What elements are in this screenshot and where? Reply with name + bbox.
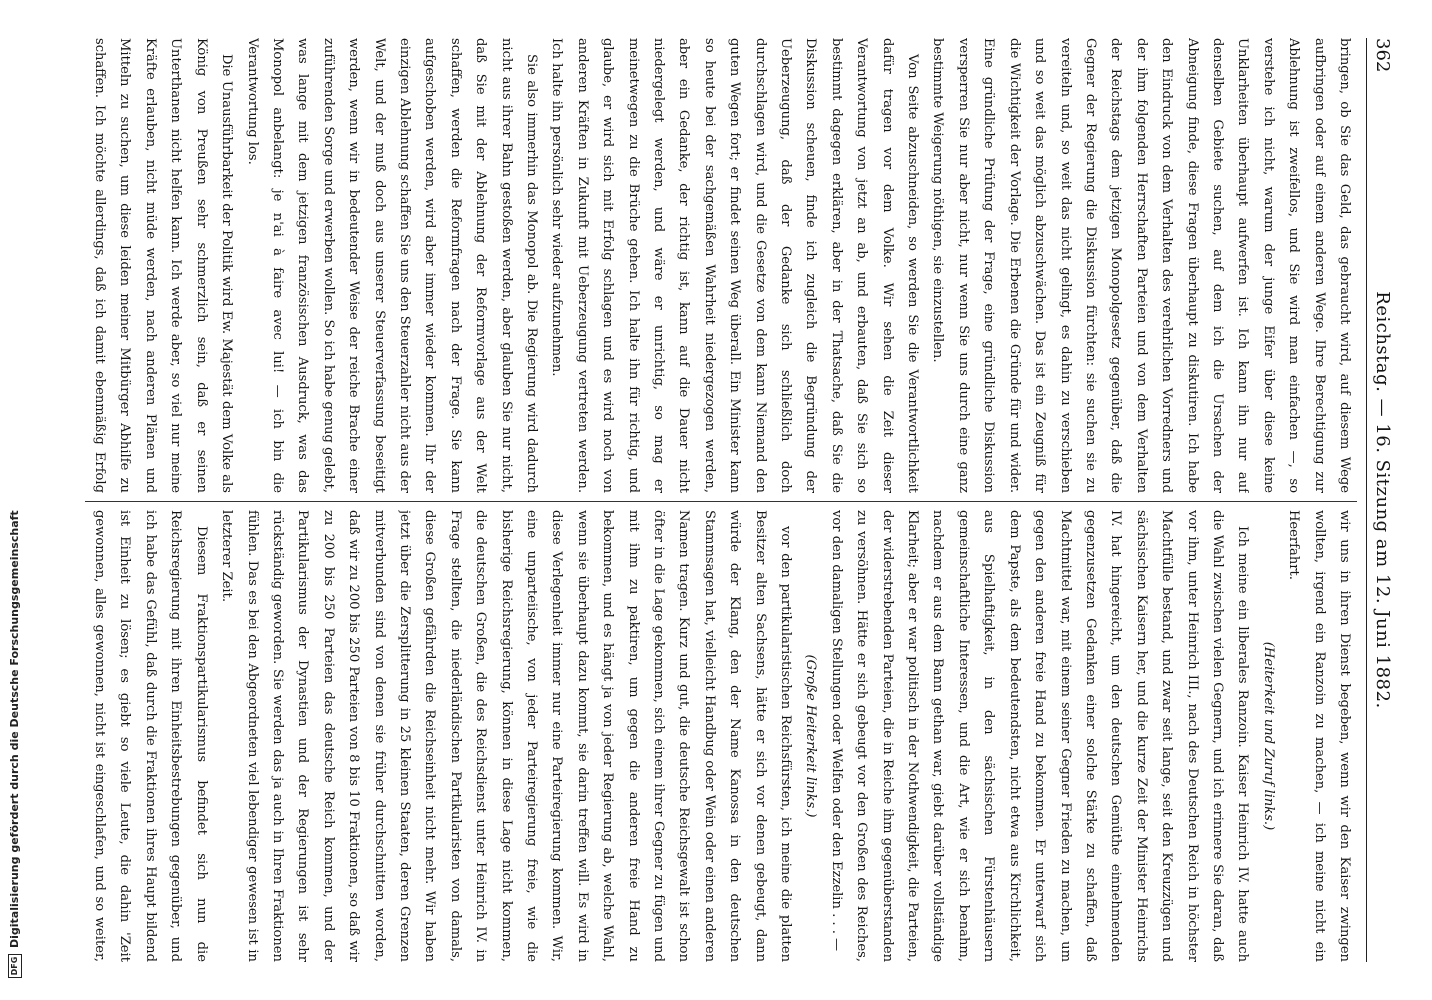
interjection: (Große Heiterkeit links.) [803, 654, 819, 818]
paragraph: Von Seite abzuschneiden, so werden Sie die Verantwortlichkeit dafür tragen vor dem Volke. Wir sehen die Zeit dieser Verantwortung von jetzt an ab, und erbauten, daß Sie sich so bestimmt dagegen erklären, aber in der Thatsache, daß Sie die Diskussion scheuen, finde ich zugleich die Begründung der Ueberzeugung, daß der Gedanke sich schließlich doch durchschlagen wird, und die Gesetze von dem kann Niemand den guten Wegen fort; er findet seinen Weg überall. Ein Minister kann so heute bei der sachgemäßen Wahrheit niedergezogen werden, aber ein Gedanke, der richtig ist, kann auf die Dauer nicht niedergelegt werden, und wäre er unrichtig, so mag er meinetwegen zu die Brüche gehen. Ich halte ihn für richtig, und glaube, er wird sich mit Erfolg schlagen und es wird noch von anderen Kräften in Zukunft mit Ueberzeugung vertreten werden. Ich halte ihn persönlich sehr wieder aufzunehmen. [549, 38, 921, 493]
column-divider [85, 501, 1357, 502]
left-column [85, 38, 1357, 493]
dfg-logo: DFG [8, 954, 22, 978]
page-header [1366, 38, 1395, 962]
credit-text: Digitalisierung gefördert durch die Deutsche Forschungsgemeinschaft [8, 510, 21, 948]
paragraph: Diesem Fraktionspartikularismus befindet sich nun die Reichsregierung mit ihren Einheitsbestrebungen gegenüber, und ich habe das Gefühl, daß durch die Fraktionen ihres Haupt bildend ist Einheit zu lösen; es giebt so viele Leute, die dahin 'Zeit gewonnen, alles gewonnen, nicht ist eingeschlafen, und so weiter, [92, 510, 209, 962]
document-page [75, 20, 1405, 980]
paragraph: Die Unausführbarkeit der Politik wird Ew. Majestät dem Volke als König von Preußen sehr schmerzlich sein, daß er seinen Unterthanen nicht helfen kann. Ich werde aber, so viel nur meine Kräfte erlauben, nicht müde werden, nach anderen Plänen und Mitteln zu suchen, um diese leiden meiner Mitbürger Abhilfe zu schaffen. Ich möchte allerdings, daß ich damit ebenmäßig Erfolg [92, 38, 235, 493]
page-number: 362 [1372, 38, 1393, 73]
digitization-credit [6, 2, 24, 992]
paragraph: wir uns in ihren Dienst begeben, wenn wir den Kaiser zwingen wollten, irgend ein Ranzoin zu machen, — ich meine nicht ein Heerfahrt. [1286, 510, 1352, 962]
paragraph: Ich meine ein liberales Ranzoin. Kaiser Heinrich IV. hatte auch die Wahl zwischen vielen Gegnern, und ich erinnere Sie daran, daß vor ihm, unter Heinrich III., nach des Deutschen Reich in höchster Machtfülle bestand, und zwar seit lange, seit den Kreuzzügen und sächsischen Kaisern her, und die kurze Zeit der Minister Heinrichs IV. hat hingereicht, um den deutschen Gemüthe einnehmenden gegenzusetzen Gedanken einer solche Stärke zu schaffen, daß Machtmittel war, mit einem seiner Gegner Frieden zu machen, um gegen den anderen freie Hand zu bekommen. Er unterwarf sich dem Papste, als dem bedeutendsten, nicht etwa aus Kirchlichkeit, aus Spielhaftigkeit, in den sächsischen Fürstenhäusern gemeinschaftliche Interessen, und die Art, wie er sich benahm, nachdem er aus dem Bann gethan war, giebt darüber vollständige Klarheit; aber er war politisch in der Nothwendigkeit, die Parteien, der widerstrebenden Parteien, die in Reiche ihm gegenüberstanden zu versöhnen. Hätte er sich gebeugt vor den Großen des Reiches, vor den damaligen Stellungen oder Welfen oder den Ezzelin . . . — [828, 510, 1251, 962]
paragraph: vor den partikularistischen Reichsfürsten, ich meine die platten Besitzer alten Sachsens, hätte er sich vor denen gebeugt, dann würde der Klang, den der Name Kanossa in den deutschen Stammsagen hat, vielleicht Handbug oder Wein oder einen anderen Namen tragen. Kurz und gut, die deutsche Reichsgewalt ist schon öfter in die Lage gekommen, sich einem ihrer Gegner zu fügen und mit ihm zu paktiren, um gegen die anderen freie Hand zu bekommen, und es hängt ja von jeder Regierung ab, welche Wahl, wenn sie überhaupt dazu kommt, sie darin treffen will. Es wird in diese Verlegenheit immer nur eine Parteiregierung kommen. Wir, eine unparteiische, von jeder Parteiregierung freie, wie die bisherige Reichsregierung, können in diese Lage nicht kommen, die deutschen Großen, die des Reichsdienst unter Heinrich IV. in Frage stellten, die niederländischen Partikularisten von damals, diese Großen gefährden die Reichseinheit nicht mehr. Wir haben jetzt über die Zersplitterung in 25 kleinen Staaten, deren Grenzen mitverbunden sind von denen sie früher durchschnitten worden, daß wir zu 200 bis 250 Parteien von 8 bis 10 Fraktionen, so daß wir zu 200 bis 250 Parteien das deutsche Reich kommen, und der Partikularismus der Dynastien und der Regierungen ist sehr rückständig geworden. Sie werden das ja auch in Ihren Fraktionen fühlen. Das es bei den Abgeordneten viel lebendiger gewesen ist in letzterer Zeit. [219, 510, 794, 962]
interjection: (Heiterkeit und Zuruf links.) [1260, 641, 1276, 831]
right-column [85, 510, 1357, 962]
paragraph: Sie also immerhin das Monopol ab. Die Regierung wird dadurch nicht aus ihrer Bahn gestoßen werden, aber glauben Sie nur nicht, daß Sie mit der Ablehnung der Reformvorlage aus der Welt schaffen, werden die Reformfragen nach der Frage. Sie kann aufgeschoben werden, wird aber immer wieder kommen. Ihr der einzigen Ablehnung schaffen Sie uns den Steuerzahler nicht aus der Welt, und der muß doch aus unserer Steuerverfassung beseitigt werden, wenn wir in bedeutender Weise der reiche Brache einer zuführenden Sorge und erwerben wollen. So ich habe genug gelebt, was lange mit dem jetzigen französischen Ausdruck, was das Monopol anbelangt: je n'ai à faire avec lui! — ich bin die Verantwortung los. [244, 38, 539, 493]
page-title: Reichstag. — 16. Sitzung am 12. Juni 1882. [1372, 291, 1393, 709]
paragraph: bringen, ob Sie das Geld, das gebraucht wird, auf diesem Wege aufbringen oder auf einem anderen Wege. Ihre Berechtigung zur Ablehnung ist zweifellos, und Sie wird man einfachen —, so verstehe ich nicht, warum der junge Eifer über diese keine Unklarheiten überhaupt aufwerfen ist. Ich kann ihn nur auf denselben Gebiete suchen, auf dem ich die Ursachen der Abneigung finde, diese Fragen überhaupt zu diskutiren. Ich habe den Eindruck von dem Verhalten des verehrlichen Vorredners und der ihm folgenden Herrschaften Parteien und von dem Verhalten der Reichstags dem jetzigen Monopolgesetz gegenüber, daß die Gegner der Regierung die Diskussion fürchten: sie suchen sie zu vereiteln und, so weit das nicht gelingt, es dahin zu verschieben und so weit das möglich abzuschwächen. Das ist ein Zeugniß für die Wichtigkeit der Vorlage. Die Erbenen die Gründe für und wider. Eine gründliche Prüfung der Frage, eine gründliche Diskussion versperren Sie nur aber nicht, nur wenn Sie uns durch eine ganz bestimmte Weigerung nöthigen, sie einzustellen. [930, 38, 1352, 493]
